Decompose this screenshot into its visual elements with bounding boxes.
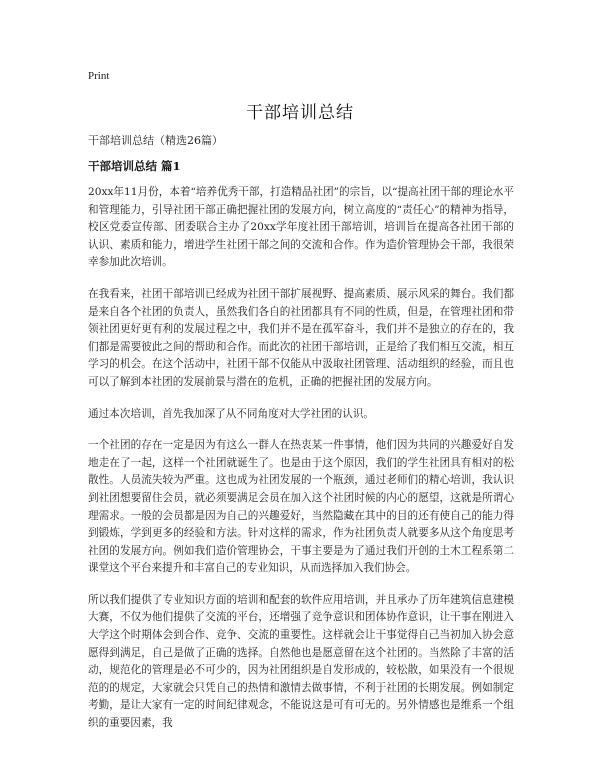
section-heading: 干部培训总结 篇1 [88,159,181,173]
document-body [88,184,514,747]
paragraph-2: 在我看来，社团干部培训已经成为社团干部扩展视野、提高素质、展示风采的舞台。我们都是来自各个社团的负责人，虽然我们各自的社团都具有不同的性质，但是，在管理社团和带领社团更好更有利的发展过程之中，我们并不是在孤军奋斗，我们并不是独立的存在的，我们都是需要彼此之间的帮助和合作。而此次的社团干部培训，正是给了我们相互交流，相互学习的机会。在这个活动中，社团干部不仅能从中汲取社团管理、活动组织的经验，而且也可以了解到本社团的发展前景与潜在的危机，正确的把握社团的发展方向。 [88,287,514,388]
document-subtitle: 干部培训总结（精选26篇） [88,134,223,147]
print-label: Print [88,70,110,82]
paragraph-5: 所以我们提供了专业知识方面的培训和配套的软件应用培训，并且承办了历年建筑信息建模大赛，不仅为他们提供了交流的平台，还增强了竞争意识和团体协作意识，让干事在刚进入大学这个时期体会到合作、竞争、交流的重要性。这样就会让干事觉得自己当初加入协会意愿得到满足，自己是做了正确的选择。自然他也是愿意留在这个社团的。当然除了丰富的活动，规范化的管理是必不可少的，因为社团组织是自发形成的，较松散，如果没有一个很规范的的规定，大家就会只凭自己的热情和激情去做事情，不利于社团的长期发展。例如制定考勤，是让大家有一定的时间纪律观念，不能说这是可有可无的。另外情感也是维系一个组织的重要因素，我 [88,593,514,730]
paragraph-4: 一个社团的存在一定是因为有这么一群人在热衷某一件事情，他们因为共同的兴趣爱好自发地走在了一起，这样一个社团就诞生了。也是由于这个原因，我们的学生社团具有相对的松散性。人员流失较为严重。这也成为社团发展的一个瓶颈，通过老师们的精心培训，我认识到社团想要留住会员，就必须要满足会员在加入这个社团时候的内心的愿望，这就是所谓心理需求。一般的会员都是因为自己的兴趣爱好，当然隐藏在其中的目的还有使自己的能力得到锻炼，学到更多的经验和方法。针对这样的需求，作为社团负责人就要多从这个角度思考社团的发展方向。例如我们造价管理协会，干事主要是为了通过我们开创的土木工程系第二课堂这个平台来提升和丰富自己的专业知识，从而选择加入我们协会。 [88,439,514,575]
document-title: 干部培训总结 [246,103,354,123]
paragraph-3: 通过本次培训，首先我加深了从不同角度对大学社团的认识。 [88,407,375,420]
paragraph-1: 20xx年11月份，本着“培养优秀干部，打造精品社团”的宗旨，以“提高社团干部的理论水平和管理能力，引导社团干部正确把握社团的发展方向，树立高度的“责任心”的精神为指导，校区党委宣传部、团委联合主办了20xx学年度社团干部培训，培训旨在提高各社团干部的认识、素质和能力，增进学生社团干部之间的交流和合作。作为造价管理协会干部，我很荣幸参加此次培训。 [88,186,514,269]
